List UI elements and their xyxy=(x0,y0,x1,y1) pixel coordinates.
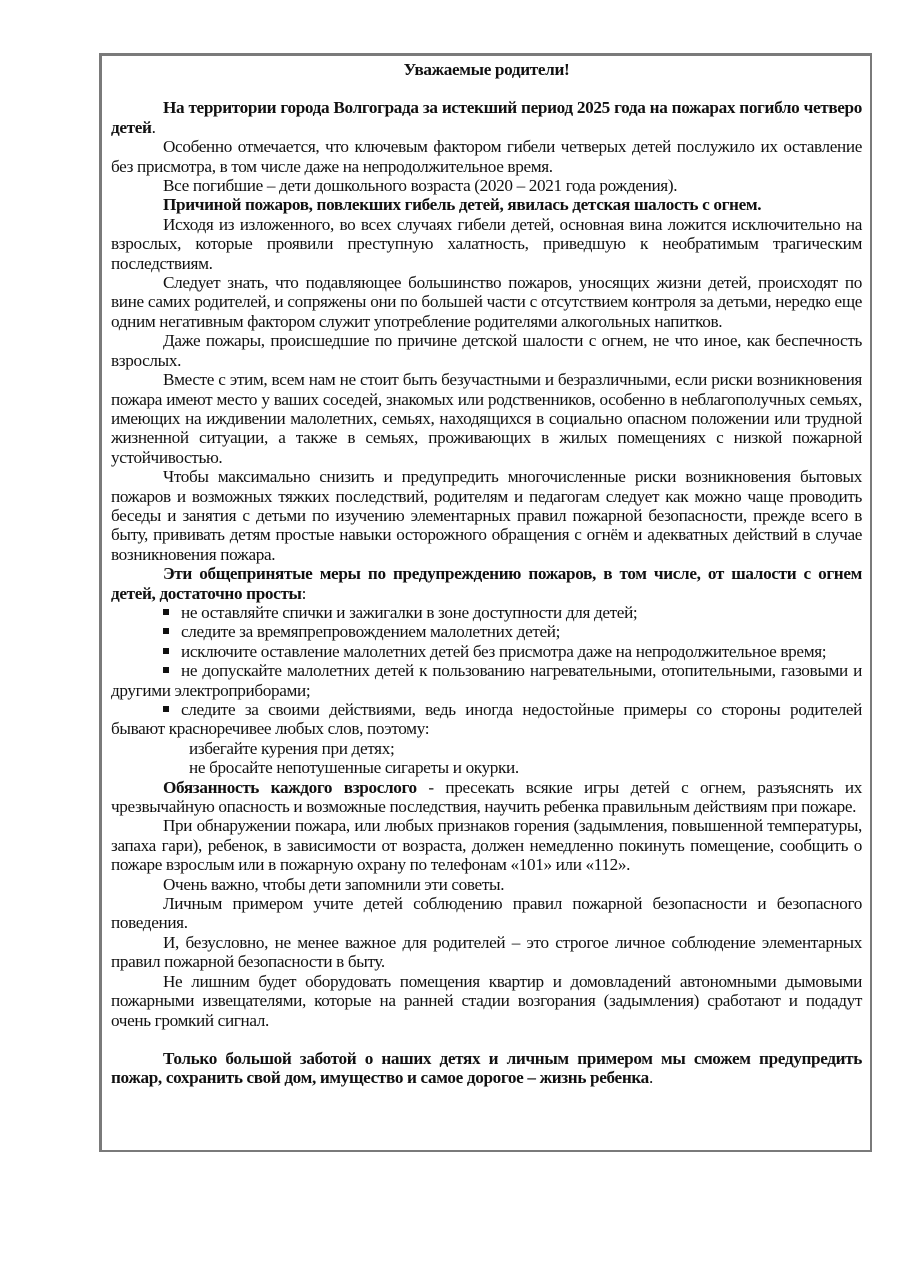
duty-bold-text: Обязанность каждого взрослого xyxy=(163,777,417,797)
measure-text: исключите оставление малолетних детей без присмотра даже на непродолжительное время; xyxy=(181,641,827,661)
paragraph: Вместе с этим, всем нам не стоит быть безучастными и безразличными, если риски возникновения пожара имеют место у ваших соседей, знакомых или родственников, особенно в неблагополучных семьях, имеющих на иждивении малолетних, семьях, находящихся в социально опасном положении или трудной жизненной ситуации, а также в семьях, проживающих в жилых помещениях с низкой пожарной устойчивостью. xyxy=(111,370,862,467)
sub-measure-item: избегайте курения при детях; xyxy=(189,738,395,758)
square-bullet-icon xyxy=(163,628,169,634)
duty-paragraph xyxy=(111,778,862,817)
paragraph: Исходя из изложенного, во всех случаях гибели детей, основная вина ложится исключительно на взрослых, которые проявили преступную халатность, приведшую к необратимым трагическим последствиям. xyxy=(111,214,862,273)
measure-list-item xyxy=(111,661,862,700)
paragraph: При обнаружении пожара, или любых признаков горения (задымления, повышенной температуры, запаха гари), ребенок, в зависимости от возраста, должен немедленно покинуть помещение, сообщить о пожаре взрослым или в пожарную охрану по телефонам «101» или «112». xyxy=(111,816,862,875)
paragraph: Даже пожары, происшедшие по причине детской шалости с огнем, не что иное, как беспечность взрослых. xyxy=(111,331,862,370)
square-bullet-icon xyxy=(163,609,169,615)
measures-tail: : xyxy=(301,583,307,603)
document-frame xyxy=(99,53,872,1152)
measure-text: следите за времяпрепровождением малолетних детей; xyxy=(181,622,561,642)
paragraph: Очень важно, чтобы дети запомнили эти советы. xyxy=(163,874,505,894)
square-bullet-icon xyxy=(163,667,169,673)
measure-list-item xyxy=(111,603,862,622)
measure-list-item xyxy=(111,642,862,661)
intro-tail: . xyxy=(151,117,156,137)
measure-text: следите за своими действиями, ведь иногда недостойные примеры со стороны родителей бывают красноречивее любых слов, поэтому: xyxy=(111,700,862,739)
paragraph: Особенно отмечается, что ключевым фактором гибели четверых детей послужило их оставление без присмотра, в том числе даже на непродолжительное время. xyxy=(111,137,862,176)
final-bold-text: Только большой заботой о наших детях и личным примером мы сможем предупредить пожар, сохранить свой дом, имущество и самое дорогое – жизнь ребенка xyxy=(111,1048,862,1088)
duty-rest-text: - пресекать всякие игры детей с огнем, разъяснять их чрезвычайную опасность и возможные последствия, научить ребенка правильным действиям при пожаре. xyxy=(111,777,862,817)
paragraph: Не лишним будет оборудовать помещения квартир и домовладений автономными дымовыми пожарными извещателями, которые на ранней стадии возгорания (задымления) сработают и подадут очень громкий сигнал. xyxy=(111,971,862,1030)
document-content xyxy=(111,60,862,1088)
paragraph: И, безусловно, не менее важное для родителей – это строгое личное соблюдение элементарных правил пожарной безопасности в быту. xyxy=(111,932,862,972)
final-tail: . xyxy=(648,1068,653,1088)
paragraph: Все погибшие – дети дошкольного возраста (2020 – 2021 года рождения). xyxy=(163,176,678,196)
paragraph: Личным примером учите детей соблюдению правил пожарной безопасности и безопасного поведения. xyxy=(111,894,862,933)
measures-bold-text: Эти общепринятые меры по предупреждению пожаров, в том числе, от шалости с огнем детей, достаточно просты xyxy=(111,564,862,603)
intro-bold-text: На территории города Волгограда за истекший период 2025 года на пожарах погибло четверо детей xyxy=(111,98,862,137)
measure-list-item xyxy=(111,622,862,641)
measures-heading xyxy=(111,564,862,603)
spacer xyxy=(111,1030,862,1049)
cause-paragraph: Причиной пожаров, повлекших гибель детей, явилась детская шалость с огнем. xyxy=(163,195,762,215)
measure-text: не оставляйте спички и зажигалки в зоне доступности для детей; xyxy=(181,602,638,622)
document-title: Уважаемые родители! xyxy=(403,60,570,79)
final-paragraph xyxy=(111,1049,862,1088)
paragraph: Чтобы максимально снизить и предупредить многочисленные риски возникновения бытовых пожаров и возможных тяжких последствий, родителям и педагогам следует как можно чаще проводить беседы и занятия с детьми по изучению элементарных правил пожарной безопасности, прежде всего в быту, прививать детям простые навыки осторожного обращения с огнём и адекватных действий в случае возникновения пожара. xyxy=(111,467,862,564)
measure-list-item xyxy=(111,700,862,739)
paragraph: Следует знать, что подавляющее большинство пожаров, уносящих жизни детей, происходят по вине самих родителей, и сопряжены они по большей части с отсутствием контроля за детьми, нередко еще одним негативным фактором служит употребление родителями алкогольных напитков. xyxy=(111,273,862,331)
sub-measure-item: не бросайте непотушенные сигареты и окурки. xyxy=(189,758,519,778)
intro-paragraph xyxy=(111,98,862,137)
square-bullet-icon xyxy=(163,706,169,712)
square-bullet-icon xyxy=(163,648,169,654)
measure-text: не допускайте малолетних детей к пользованию нагревательными, отопительными, газовыми и другими электроприборами; xyxy=(111,661,862,700)
